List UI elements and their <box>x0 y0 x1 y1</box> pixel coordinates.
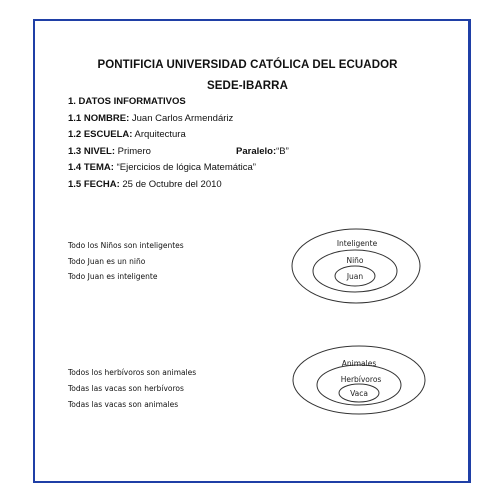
set-vaca-label: Vaca <box>350 389 368 398</box>
nombre-value: Juan Carlos Armendáriz <box>129 113 234 124</box>
set-inteligente-label: Inteligente <box>336 239 378 248</box>
escuela-value: Arquitectura <box>132 129 186 140</box>
fecha-value: 25 de Octubre del 2010 <box>119 179 222 190</box>
nivel-label: 1.3 NIVEL: <box>68 146 115 157</box>
exercise1-premise-1: Todo los Niños son inteligentes <box>68 241 184 250</box>
section-heading-label: 1. DATOS INFORMATIVOS <box>68 96 186 107</box>
nombre-label: 1.1 NOMBRE: <box>68 113 130 124</box>
paralelo-value: “B” <box>276 146 289 157</box>
set-nino-label: Niño <box>346 256 364 265</box>
exercise2-conclusion: Todas las vacas son animales <box>68 400 179 409</box>
exercise2-premise-2: Todas las vacas son herbívoros <box>68 384 184 393</box>
exercise2-premise-1: Todos los herbívoros son animales <box>68 368 197 377</box>
tema-label: 1.4 TEMA: <box>68 162 114 173</box>
university-title: PONTIFICIA UNIVERSIDAD CATÓLICA DEL ECUADOR <box>97 59 398 71</box>
tema-value: “Ejercicios de lógica Matemática” <box>113 162 256 173</box>
set-herbivoros-label: Herbívoros <box>340 375 382 384</box>
campus-title: SEDE-IBARRA <box>207 80 288 92</box>
fecha-label: 1.5 FECHA: <box>68 179 120 190</box>
set-animales-label: Animales <box>341 359 377 368</box>
paralelo-label: Paralelo: <box>236 146 277 157</box>
exercise1-euler-diagram <box>292 229 420 303</box>
nivel-value: Primero <box>115 146 151 157</box>
exercise2-euler-diagram <box>293 346 425 414</box>
set-juan-label: Juan <box>346 272 364 281</box>
set-herbivoros-circle <box>317 365 401 405</box>
escuela-label: 1.2 ESCUELA: <box>68 129 133 140</box>
exercise1-premise-2: Todo Juan es un niño <box>68 257 146 266</box>
exercise1-conclusion: Todo Juan es inteligente <box>68 272 158 281</box>
